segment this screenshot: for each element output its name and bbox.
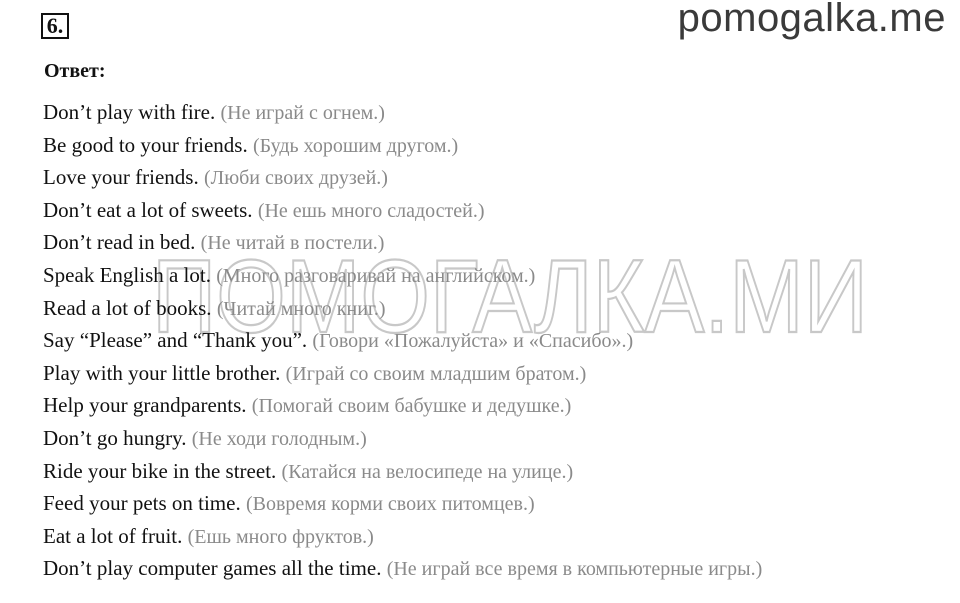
answer-line (43, 293, 923, 326)
answer-english: Feed your pets on time. (43, 491, 241, 516)
answer-heading: Ответ: (44, 60, 106, 82)
answer-translation: (Говори «Пожалуйста» и «Спасибо».) (312, 330, 634, 353)
answer-english: Say “Please” and “Thank you”. (43, 328, 308, 353)
answer-line (43, 162, 923, 195)
answer-english: Speak English a lot. (43, 262, 211, 287)
answer-translation: (Будь хорошим другом.) (252, 134, 459, 157)
answer-line (43, 423, 923, 456)
answer-english: Play with your little brother. (43, 360, 281, 385)
answer-translation: (Играй со своим младшим братом.) (285, 362, 587, 385)
site-brand: pomogalka.me (677, 0, 946, 40)
answer-translation: (Вовремя корми своих питомцев.) (245, 493, 535, 516)
answer-list (43, 97, 923, 586)
answer-line (43, 325, 923, 358)
exercise-number: 6. (41, 13, 69, 39)
answer-english: Help your grandparents. (43, 393, 247, 418)
answer-translation: (Не играй все время в компьютерные игры.) (386, 558, 763, 581)
answer-translation: (Не играй с огнем.) (220, 102, 385, 124)
answer-line (43, 260, 923, 293)
answer-line (43, 195, 923, 228)
answer-translation: (Не ешь много сладостей.) (257, 199, 485, 222)
answer-translation: (Не читай в постели.) (200, 232, 385, 255)
answer-english: Ride your bike in the street. (43, 458, 277, 483)
answer-english: Don’t eat a lot of sweets. (43, 197, 253, 222)
answer-line (43, 97, 923, 130)
answer-english: Don’t play computer games all the time. (43, 556, 382, 581)
answer-english: Don’t play with fire. (43, 100, 216, 124)
answer-english: Eat a lot of fruit. (43, 523, 183, 548)
answer-line (43, 521, 923, 554)
answer-line (43, 390, 923, 423)
answer-translation: (Ешь много фруктов.) (187, 525, 374, 548)
answer-line (43, 130, 923, 163)
answer-line (43, 553, 873, 586)
answer-line (43, 358, 923, 391)
answer-english: Be good to your friends. (43, 132, 248, 157)
answer-line (43, 456, 923, 489)
answer-translation: (Много разговаривай на английском.) (216, 264, 536, 287)
answer-translation: (Помогай своим бабушке и дедушке.) (251, 395, 572, 418)
answer-english: Don’t go hungry. (43, 425, 187, 450)
answer-english: Don’t read in bed. (43, 230, 196, 255)
answer-english: Love your friends. (43, 165, 199, 190)
answer-line (43, 488, 923, 521)
answer-line (43, 227, 923, 260)
answer-translation: (Читай много книг.) (216, 297, 386, 320)
watermark-text: ПОМОГАЛКА.МИ (152, 240, 868, 350)
answer-english: Read a lot of books. (43, 295, 212, 320)
answer-translation: (Катайся на велосипеде на улице.) (281, 460, 574, 483)
answer-translation: (Люби своих друзей.) (203, 167, 388, 190)
answer-translation: (Не ходи голодным.) (191, 427, 367, 450)
